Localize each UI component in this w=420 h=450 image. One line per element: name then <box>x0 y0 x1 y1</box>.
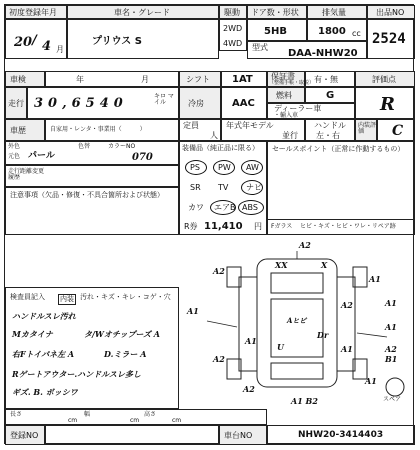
reg-no-value-cell <box>45 425 219 445</box>
reg-label-cell <box>5 5 67 19</box>
auction-sheet <box>4 4 414 444</box>
reg-no-label: 登録NO <box>10 431 39 440</box>
drive-cell <box>219 19 247 51</box>
inspector-line1: ハンドルスレ汚れ <box>12 311 76 321</box>
drive-4wd: 4WD <box>223 39 243 48</box>
circle-abs <box>238 200 264 215</box>
inspector-line2: Mカタイナ <box>12 329 53 339</box>
mileage-label: 走行 <box>8 99 24 108</box>
equip-aw: AW <box>246 163 259 172</box>
reg-month: 4 <box>42 39 52 54</box>
mark-right-b1: B1 <box>385 354 398 364</box>
shift-value: 1AT <box>232 74 253 85</box>
inspector-line2b: タ/Wオチップーズ A <box>84 329 161 339</box>
drive-label: 駆動 <box>224 8 240 17</box>
ac-label: 冷房 <box>188 99 204 108</box>
reg-label: 初度登録年月 <box>9 8 57 17</box>
year-model-cell <box>221 119 305 141</box>
engine-value-cell <box>307 19 367 41</box>
interior-label: 内装評価 <box>358 122 377 135</box>
handle-cell <box>305 119 355 141</box>
warranty-label: 保証書 <box>271 72 295 81</box>
engine-value: 1800 <box>318 26 346 37</box>
length-label: 長さ <box>10 411 23 418</box>
color-value: パール <box>28 151 55 161</box>
recycle-unit: 円 <box>254 222 262 231</box>
fuel-value: G <box>326 90 335 101</box>
equip-navi: ナビ <box>246 183 262 192</box>
equip-sr: SR <box>190 183 201 192</box>
inspect-year: 年 <box>76 75 84 84</box>
height-label: 高さ <box>144 411 157 418</box>
mark-bumper-x: X <box>321 260 328 270</box>
model-cell <box>247 41 367 59</box>
mark-bumper-xx: XX <box>275 260 288 270</box>
handle-label: ハンドル <box>314 121 346 130</box>
sales-label: セールスポイント（正常に作動するもの） <box>272 145 405 153</box>
glass-value: ヒビ・キズ・ヒビ・ワレ・リペア跡 <box>300 223 396 230</box>
mark-right-front-a2: A2 <box>341 300 353 310</box>
year-model-sub: 並行 <box>282 131 298 140</box>
glass-label: Fガラス <box>271 223 293 230</box>
inspect-label: 車検 <box>10 75 26 84</box>
capacity-cell <box>179 119 221 141</box>
caution-row <box>5 187 179 235</box>
drive-label-cell <box>219 5 247 19</box>
change-row <box>5 165 179 187</box>
recycle-label: R券 <box>184 222 198 231</box>
equipment-label: 装備品（純正品に限る） <box>182 144 259 152</box>
inspector-opts-value: 汚れ・キズ・キレ・コゲ・穴 <box>80 293 171 301</box>
reg-slash: / <box>32 33 37 48</box>
mark-left-a1: A1 <box>187 306 199 316</box>
interior-value-cell <box>377 119 415 141</box>
inspector-opts-label: 内装 <box>60 295 74 303</box>
spare-label: スペア <box>383 396 402 403</box>
history-label-cell <box>5 119 45 141</box>
height-unit: cm <box>172 417 182 424</box>
dealer-cell <box>267 103 355 119</box>
rating-label: 評価点 <box>372 75 396 84</box>
equip-ps: PS <box>190 163 200 172</box>
engine-label: 排気量 <box>322 8 346 17</box>
color-outer-label: 外色 <box>8 143 21 150</box>
mileage-label-cell <box>5 87 27 119</box>
width-label: 幅 <box>84 411 91 418</box>
fuel-value-cell <box>305 87 355 103</box>
door-value-cell <box>247 19 307 41</box>
engine-label-cell <box>307 5 367 19</box>
warranty-sub: （整備手帳・取説） <box>269 80 315 86</box>
mark-fl-a2: A2 <box>213 266 225 276</box>
chassis-value-cell <box>267 425 415 445</box>
lot-label-cell <box>367 5 415 19</box>
length-unit: cm <box>68 417 78 424</box>
history-opts: 自家用・レンタ・事業用（ ） <box>50 126 146 133</box>
inspector-line4: Rゲートアウター.ハンドルスレ多し <box>12 369 141 379</box>
interior-value: C <box>392 123 404 139</box>
change-label: 走行距離変更履歴 <box>8 168 45 181</box>
mark-roof-u: U <box>277 342 284 352</box>
mileage-value: 30,6540 <box>34 96 128 111</box>
fuel-label-cell <box>267 87 305 103</box>
name-value: プリウス S <box>92 36 142 47</box>
mark-left-door-a1: A1 <box>245 336 257 346</box>
mark-right-a1-2: A1 <box>385 322 397 332</box>
warranty-value: 有・無 <box>314 75 338 84</box>
width-unit: cm <box>130 417 140 424</box>
chassis-label: 車台NO <box>224 431 253 440</box>
color-no-label: カラーNO <box>108 143 136 150</box>
circle-aw <box>241 160 263 175</box>
mark-rl-a2: A2 <box>213 354 225 364</box>
mileage-unit: キロ マイル <box>154 93 174 106</box>
chassis-label-cell <box>219 425 267 445</box>
inspector-line5: ギズ. B. ボッシワ <box>12 387 78 397</box>
color-change-label: 色替 <box>78 143 91 150</box>
rating-value: R <box>380 94 395 115</box>
dims-row <box>5 409 267 425</box>
chassis-value: NHW20-3414403 <box>298 430 384 440</box>
inspector-line3b: D.ミラー A <box>104 349 147 359</box>
reg-no-label-cell <box>5 425 45 445</box>
inspect-month: 月 <box>141 75 149 84</box>
recycle-value: 11,410 <box>204 221 243 232</box>
equip-pw: PW <box>218 163 231 172</box>
dealer-sub: ・輸入車 <box>274 112 299 119</box>
drive-2wd: 2WD <box>223 24 243 33</box>
equip-abs: ABS <box>242 203 258 212</box>
mark-right-a2: A2 <box>385 344 397 354</box>
year-model-label: 年式年モデル <box>226 121 274 130</box>
circle-navi <box>241 180 263 195</box>
dealer-label: ディーラー車 <box>274 104 322 113</box>
inspector-cell <box>5 287 179 409</box>
inspector-line3: 右Fトイパネ左 A <box>12 349 75 359</box>
rating-label-cell <box>355 71 415 87</box>
name-value-cell <box>67 19 219 59</box>
diagram-labels <box>179 237 415 409</box>
ac-label-cell <box>179 87 221 119</box>
door-label: ドア数・形状 <box>251 8 299 17</box>
inspect-value-cell <box>45 71 179 87</box>
ac-value: AAC <box>232 98 255 109</box>
capacity-label: 定員 <box>183 121 199 130</box>
engine-unit: cc <box>352 29 361 38</box>
color-orig-label: 元色 <box>8 153 21 160</box>
reg-year: 20 <box>14 35 33 50</box>
interior-label-cell <box>355 119 377 141</box>
warranty-label-cell <box>267 71 315 87</box>
history-label: 車歴 <box>10 126 26 135</box>
history-value-cell <box>45 119 179 141</box>
capacity-unit: 人 <box>210 131 218 140</box>
model-label: 型式 <box>252 43 268 52</box>
mark-front-a2: A2 <box>299 240 311 250</box>
inspect-label-cell <box>5 71 45 87</box>
glass-cell <box>267 219 415 235</box>
circle-airbag <box>210 200 236 215</box>
lot-label: 出品NO <box>376 8 405 17</box>
lot-value: 2524 <box>372 31 406 47</box>
color-no-value: 070 <box>132 152 153 163</box>
equip-tv: TV <box>218 183 229 192</box>
warranty-value-cell <box>305 71 355 87</box>
mileage-value-cell <box>27 87 179 119</box>
model-value: DAA-NHW20 <box>288 48 358 59</box>
door-value: 5HB <box>264 26 287 37</box>
circle-ps <box>185 160 207 175</box>
mark-right-a1: A1 <box>385 298 397 308</box>
shift-label-cell <box>179 71 221 87</box>
equipment-cell <box>179 141 267 235</box>
circle-pw <box>213 160 235 175</box>
door-label-cell <box>247 5 307 19</box>
rating-value-cell <box>355 87 415 119</box>
mark-right-door-a1: A1 <box>341 344 353 354</box>
color-row <box>5 141 179 165</box>
mark-rear-bottom: A1 B2 <box>291 396 318 406</box>
lot-value-cell <box>367 19 415 59</box>
fuel-label: 燃料 <box>276 91 292 100</box>
mark-rr-a1: A1 <box>365 376 377 386</box>
equip-airbag: エアB <box>214 203 236 212</box>
handle-value: 左・右 <box>316 131 340 140</box>
name-label-cell <box>67 5 219 19</box>
ac-value-cell <box>221 87 267 119</box>
reg-month-unit: 月 <box>56 45 64 54</box>
equip-leather: カワ <box>188 203 204 212</box>
reg-value-cell <box>5 19 67 59</box>
name-label: 車名・グレード <box>114 8 170 17</box>
caution-label: 注意事項（欠品・修復・不具合箇所および状態） <box>10 191 164 199</box>
mark-fr-a1: A1 <box>369 274 381 284</box>
shift-label: シフト <box>186 75 210 84</box>
shift-value-cell <box>221 71 267 87</box>
inspector-label: 検査員記入 <box>10 293 45 301</box>
roof-damage-note: Aヒビ <box>287 316 307 325</box>
mark-dr: Dr <box>317 330 329 340</box>
mark-rl-bottom: A2 <box>243 384 255 394</box>
